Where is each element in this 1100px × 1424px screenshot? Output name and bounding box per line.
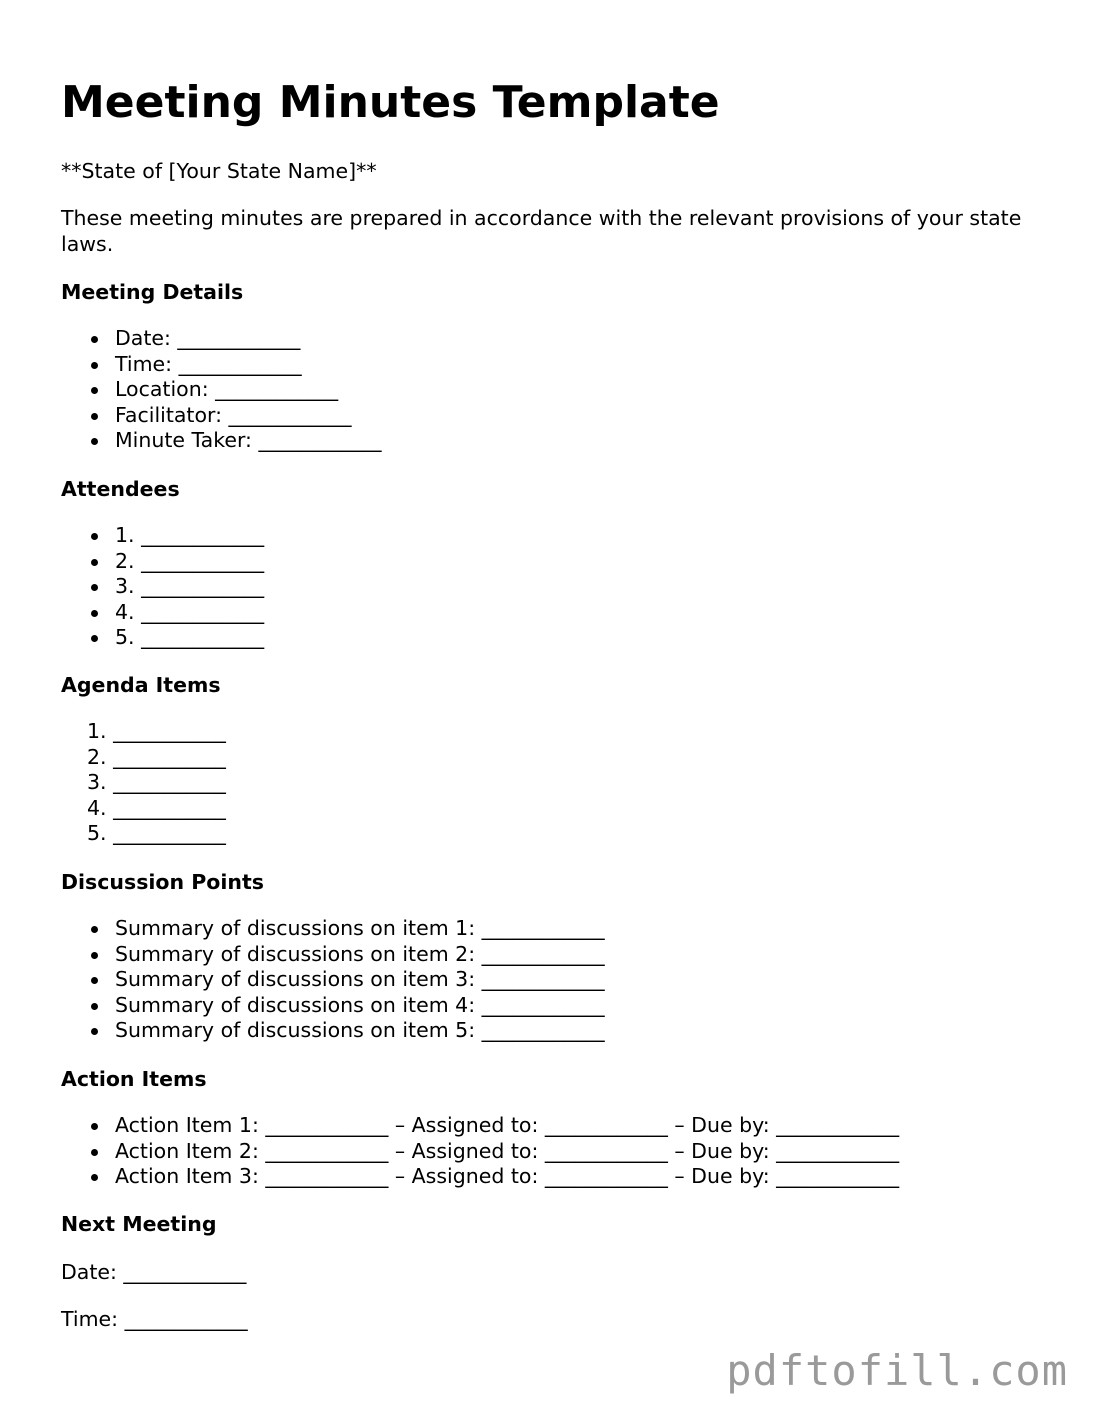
meeting-detail-time: Time: ____________ — [61, 352, 381, 378]
meeting-detail-date: Date: ____________ — [61, 326, 381, 352]
discussion-point: Summary of discussions on item 3: ____________ — [61, 967, 605, 993]
meeting-detail-minute-taker: Minute Taker: ____________ — [61, 428, 381, 454]
discussion-point: Summary of discussions on item 1: ____________ — [61, 916, 605, 942]
agenda-item: 2. ___________ — [87, 744, 226, 769]
meeting-detail-facilitator: Facilitator: ____________ — [61, 403, 381, 429]
agenda-item: 4. ___________ — [87, 795, 226, 820]
intro-paragraph: These meeting minutes are prepared in accordance with the relevant provisions of your state laws. — [61, 206, 1022, 256]
state-line: **State of [Your State Name]** — [61, 159, 377, 183]
agenda-items-heading: Agenda Items — [61, 673, 221, 697]
page-title: Meeting Minutes Template — [61, 77, 720, 128]
agenda-items-list — [61, 719, 226, 847]
action-item: Action Item 2: ____________ – Assigned to: ____________ – Due by: ____________ — [61, 1139, 899, 1165]
action-item: Action Item 1: ____________ – Assigned to: ____________ – Due by: ____________ — [61, 1113, 899, 1139]
watermark-logo: pdftofill.com — [726, 1346, 1068, 1395]
next-meeting-heading: Next Meeting — [61, 1212, 217, 1236]
meeting-details-list — [61, 326, 381, 454]
attendees-heading: Attendees — [61, 477, 180, 501]
attendee-item: 1. ____________ — [61, 523, 264, 549]
next-meeting-date: Date: ____________ — [61, 1260, 247, 1284]
agenda-item: 3. ___________ — [87, 770, 226, 795]
attendees-list — [61, 523, 264, 651]
discussion-point: Summary of discussions on item 2: ____________ — [61, 942, 605, 968]
discussion-point: Summary of discussions on item 4: ____________ — [61, 993, 605, 1019]
action-item: Action Item 3: ____________ – Assigned to: ____________ – Due by: ____________ — [61, 1164, 899, 1190]
action-items-list — [61, 1113, 899, 1190]
agenda-item: 1. ___________ — [87, 719, 226, 743]
agenda-item: 5. ___________ — [87, 821, 226, 846]
discussion-points-heading: Discussion Points — [61, 870, 264, 894]
attendee-item: 2. ____________ — [61, 549, 264, 575]
attendee-item: 3. ____________ — [61, 574, 264, 600]
attendee-item: 5. ____________ — [61, 625, 264, 651]
meeting-detail-location: Location: ____________ — [61, 377, 381, 403]
attendee-item: 4. ____________ — [61, 600, 264, 626]
next-meeting-time: Time: ____________ — [61, 1307, 248, 1331]
action-items-heading: Action Items — [61, 1067, 207, 1091]
meeting-details-heading: Meeting Details — [61, 280, 244, 304]
discussion-points-list — [61, 916, 605, 1044]
discussion-point: Summary of discussions on item 5: ____________ — [61, 1018, 605, 1044]
